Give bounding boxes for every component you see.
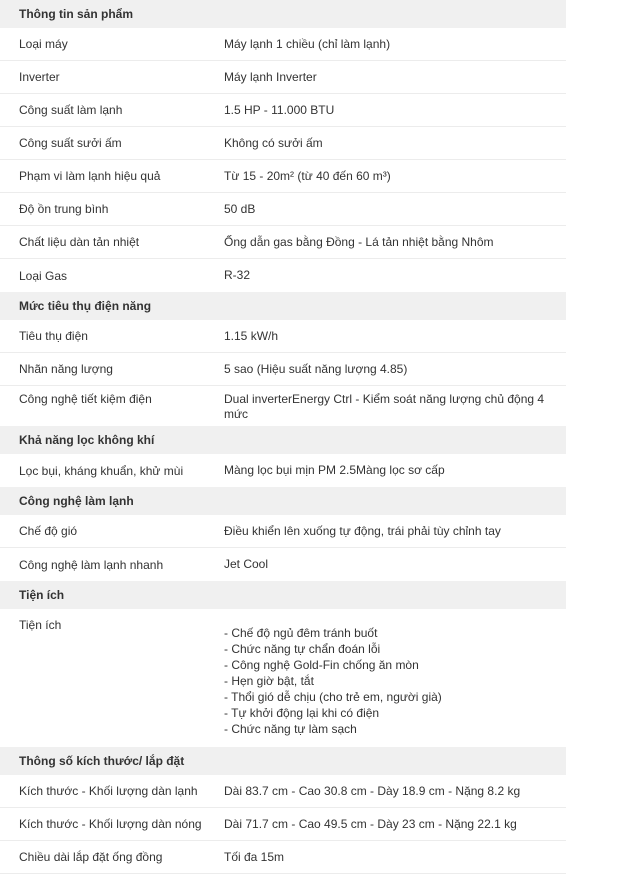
spec-row [0,160,566,193]
spec-value: Tối đa 15m [224,849,285,864]
list-item: - Chức năng tự chẩn đoán lỗi [224,642,381,656]
list-item: - Chức năng tự làm sạch [224,722,357,736]
spec-label: Loại Gas [19,268,68,283]
utility-list [224,625,556,737]
spec-label: Loại máy [19,37,68,51]
spec-row [0,386,566,426]
spec-label: Lọc bụi, kháng khuẩn, khử mùi [19,463,184,478]
spec-value: Máy lạnh Inverter [224,69,317,84]
spec-label: Phạm vi làm lạnh hiệu quả [19,169,161,183]
spec-row [0,548,566,581]
spec-value: Jet Cool [224,557,269,571]
spec-label: Công suất làm lạnh [19,103,123,117]
list-item: - Hẹn giờ bật, tắt [224,674,314,688]
spec-value: 1.15 kW/h [224,328,279,343]
spec-row [0,226,566,259]
spec-label: Công nghệ tiết kiệm điện [19,392,152,406]
spec-value: Từ 15 - 20m² (từ 40 đến 60 m³) [224,168,391,183]
spec-row [0,320,566,353]
spec-row [0,775,566,808]
spec-label: Nhãn năng lượng [19,362,113,376]
spec-label: Tiêu thụ điện [19,329,88,343]
section-header-cooling-tech: Công nghệ làm lạnh [0,487,566,515]
spec-value: Điều khiển lên xuống tự động, trái phải tùy chỉnh tay [224,523,501,538]
spec-row [0,28,566,61]
spec-value: Dài 71.7 cm - Cao 49.5 cm - Dày 23 cm - Nặng 22.1 kg [224,816,517,831]
spec-label: Công suất sưởi ấm [19,136,122,150]
spec-value: Máy lạnh 1 chiều (chỉ làm lạnh) [224,36,391,51]
section-header-dimensions: Thông số kích thước/ lắp đặt [0,747,566,775]
section-header-utilities: Tiện ích [0,581,566,609]
spec-row [0,515,566,548]
spec-value: R-32 [224,268,251,282]
spec-value: Không có sưởi ấm [224,135,323,150]
spec-row [0,193,566,226]
spec-value: Ống dẫn gas bằng Đồng - Lá tản nhiệt bằng Nhôm [224,234,494,249]
spec-row [0,61,566,94]
spec-label: Kích thước - Khối lượng dàn lạnh [19,784,198,798]
spec-label: Chất liệu dàn tản nhiệt [19,235,140,249]
spec-row [0,259,566,292]
section-header-air-filter: Khả năng lọc không khí [0,426,566,454]
spec-label: Inverter [19,70,60,84]
spec-value: Dual inverterEnergy Ctrl - Kiểm soát năng lượng chủ động 4 mức [224,392,545,421]
spec-row [0,127,566,160]
list-item: - Tự khởi động lại khi có điện [224,706,380,720]
spec-label: Chiều dài lắp đặt ống đồng [19,850,163,864]
spec-label: Công nghệ làm lạnh nhanh [19,557,164,572]
spec-label: Độ ồn trung bình [19,202,109,216]
spec-label: Tiện ích [19,618,62,632]
spec-label: Chế độ gió [19,524,78,538]
list-item: - Thổi gió dễ chịu (cho trẻ em, người già) [224,690,442,704]
spec-value: Dài 83.7 cm - Cao 30.8 cm - Dày 18.9 cm - Nặng 8.2 kg [224,783,521,798]
spec-label: Kích thước - Khối lượng dàn nóng [19,817,202,831]
spec-value: 1.5 HP - 11.000 BTU [224,102,335,117]
list-item: - Chế độ ngủ đêm tránh buốt [224,626,378,640]
spec-row [0,454,566,487]
spec-row [0,808,566,841]
spec-value: 50 dB [224,201,256,216]
spec-value-list [224,618,566,737]
spec-value: 5 sao (Hiệu suất năng lượng 4.85) [224,361,408,376]
list-item: - Công nghệ Gold-Fin chống ăn mòn [224,658,419,672]
spec-row [0,94,566,127]
section-header-product-info: Thông tin sản phẩm [0,0,566,28]
spec-row-utilities [0,609,566,747]
spec-row [0,353,566,386]
section-header-power: Mức tiêu thụ điện năng [0,292,566,320]
spec-value: Màng lọc bụi mịn PM 2.5Màng lọc sơ cấp [224,463,445,477]
spec-row [0,841,566,874]
